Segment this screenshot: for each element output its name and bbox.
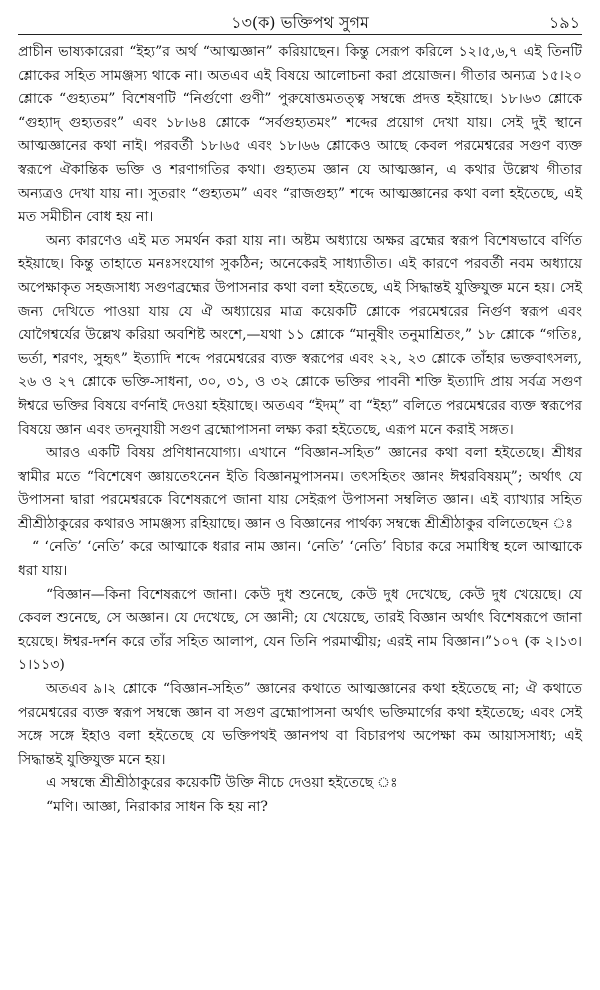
paragraph: অতএব ৯।২ শ্লোকে “বিজ্ঞান-সহিত” জ্ঞানের কথাতে আত্মজ্ঞানের কথা হইতেছে না; ঐ কথাতে পরমেশ্বরের ব্যক্ত স্বরূপ সম্বন্ধে জ্ঞান বা সগুণ ব্রহ্মোপাসনা অর্থাৎ ভক্তিমার্গের কথা হইতেছে; এবং সেই সঙ্গে সঙ্গে ইহাও বলা হইতেছে যে ভক্তিপথই জ্ঞানপথ বা বিচারপথ অপেক্ষা কম আয়াসসাধ্য; এই সিদ্ধান্তই যুক্তিযুক্ত মনে হয়। — [18, 681, 582, 768]
paragraph: এ সম্বন্ধে শ্রীশ্রীঠাকুরের কয়েকটি উক্তি নীচে দেওয়া হইতেছে ঃ — [46, 775, 398, 792]
running-header — [18, 8, 582, 35]
page-number: ১৯১ — [548, 13, 580, 32]
quoted-paragraph: “মণি। আজ্ঞা, নিরাকার সাধন কি হয় না? — [46, 799, 268, 815]
quoted-paragraph: “বিজ্ঞান—কিনা বিশেষরূপে জানা। কেউ দুধ শুনেছে, কেউ দুধ দেখেছে, কেউ দুধ খেয়েছে। যে কেবল শুনেছে, সে অজ্ঞান। যে দেখেছে, সে জ্ঞানী; যে খেয়েছে, তারই বিজ্ঞান অর্থাৎ বিশেষরূপে জানা হয়েছে। ঈশ্বর-দর্শন করে তাঁর সহিত আলাপ, যেন তিনি পরমাত্মীয়; এরই নাম বিজ্ঞান।”১০৭ (ক ২।১৩।১।১১৩) — [18, 586, 582, 674]
running-title: ১৩(ক) ভক্তিপথ সুগম — [231, 13, 369, 32]
body-text — [18, 41, 582, 820]
paragraph: আরও একটি বিষয় প্রণিধানযোগ্য। এখানে “বিজ্ঞান-সহিত” জ্ঞানের কথা বলা হইতেছে। শ্রীধর স্বামীর মতে “বিশেষেণ জ্ঞায়তেঽনেন ইতি বিজ্ঞানমুপাসনম। তৎসহিতং জ্ঞানং ঈশ্বরবিষয়ম্”; অর্থাৎ যে উপাসনা দ্বারা পরমেশ্বরকে বিশেষরূপে জানা যায় সেইরূপ উপাসনা সম্বলিত জ্ঞান। এই ব্যাখ্যার সহিত শ্রীশ্রীঠাকুরের কথারও সামঞ্জস্য রহিয়াছে। জ্ঞান ও বিজ্ঞানের পার্থক্য সম্বন্ধে শ্রীশ্রীঠাকুর বলিতেছেন ঃ — [18, 445, 582, 532]
paragraph: প্রাচীন ভাষ্যকারেরা “ইহ্য”র অর্থ “আত্মজ্ঞান” করিয়াছেন। কিন্তু সেরূপ করিলে ১২।৫,৬,৭ এই তিনটি শ্লোকের সহিত সামঞ্জস্য থাকে না। অতএব এই বিষয়ে আলোচনা করা প্রয়োজন। গীতার অন্যত্র ১৫।২০ শ্লোকে “গুহ্যতম” বিশেষণটি “নির্গুণো গুণী” পুরুষোত্তমতত্ত্ব সম্বন্ধে প্রদত্ত হইয়াছে। ১৮।৬৩ শ্লোকে “গুহ্যাদ্ গুহ্যতরং” এবং ১৮।৬৪ শ্লোকে “সর্বগুহ্যতমং” শব্দের প্রয়োগ দেখা যায়। সেই দুই স্থানে আত্মজ্ঞানের কথা নাই। পরবর্তী ১৮।৬৫ এবং ১৮।৬৬ শ্লোকেও আছে কেবল পরমেশ্বরের সগুণ ব্যক্ত স্বরূপে ঐকান্তিক ভক্তি ও শরণাগতির কথা। গুহ্যতম জ্ঞান যে আত্মজ্ঞান, এ কথার উল্লেখ গীতার অন্যত্রও দেখা যায় না। সুতরাং “গুহ্যতম” এবং “রাজগুহ্য” শব্দে আত্মজ্ঞানের কথা বলা হইতেছে, এই মত সমীচীন বোধ হয় না। — [18, 44, 582, 226]
quoted-paragraph: “ ‘নেতি’ ‘নেতি’ করে আত্মাকে ধরার নাম জ্ঞান। ‘নেতি’ ‘নেতি’ বিচার করে সমাধিস্থ হলে আত্মাকে ধরা যায়। — [18, 539, 582, 580]
paragraph: অন্য কারণেও এই মত সমর্থন করা যায় না। অষ্টম অধ্যায়ে অক্ষর ব্রহ্মের স্বরূপ বিশেষভাবে বর্ণিত হইয়াছে। কিন্তু তাহাতে মনঃসংযোগ সুকঠিন; অনেকেরই সাধ্যাতীত। এই কারণে পরবর্তী নবম অধ্যায়ে অপেক্ষাকৃত সহজসাধ্য সগুণব্রহ্মের উপাসনার কথা বলা হইতেছে, এই সিদ্ধান্তই যুক্তিযুক্ত মনে হয়। সেই জন্য দেখিতে পাওয়া যায় যে ঐ অধ্যায়ের মাত্র কয়েকটি শ্লোকে পরমেশ্বরের নির্গুণ স্বরূপ এবং যোগৈশ্বর্যের উল্লেখ করিয়া অবশিষ্ট অংশে,—যথা ১১ শ্লোকে “মানুষীং তনুমাশ্রিতং,” ১৮ শ্লোকে “গতিঃ, ভর্তা, শরণং, সুহৃৎ” ইত্যাদি শব্দে পরমেশ্বরের ব্যক্ত স্বরূপের এবং ২২, ২৩ শ্লোকে তাঁহার ভক্তবাৎসল্য, ২৬ ও ২৭ শ্লোকে ভক্তি-সাধনা, ৩০, ৩১, ও ৩২ শ্লোকে ভক্তির পাবনী শক্তি ইত্যাদি প্রায় সর্বত্র সগুণ ঈশ্বরে ভক্তির বিষয়ে বর্ণনাই দেওয়া হইয়াছে। অতএব “ইদম্” বা “ইহ্য” বলিতে পরমেশ্বরের ব্যক্ত স্বরূপের বিষয়ে জ্ঞান এবং তদনুযায়ী সগুণ ব্রহ্মোপাসনা লক্ষ্য করা হইতেছে, এরূপ মনে করাই সঙ্গত। — [18, 232, 582, 438]
